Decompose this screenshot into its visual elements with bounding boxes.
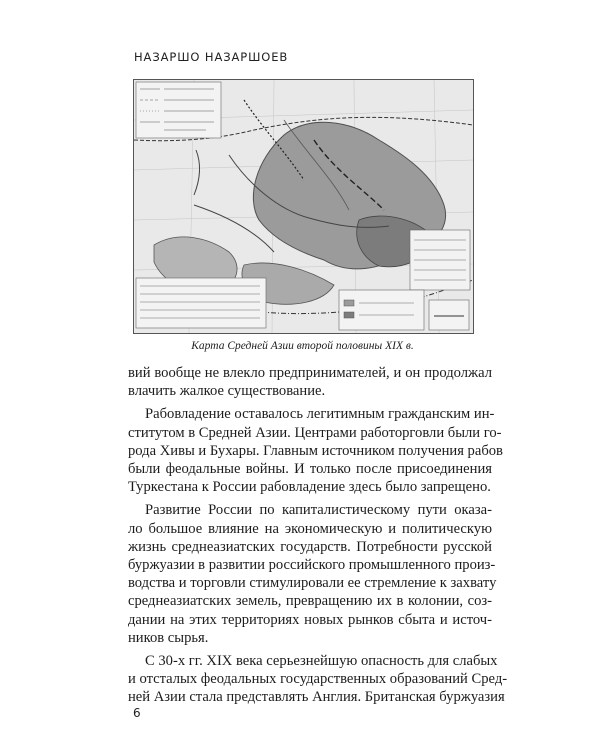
text-line: среднеазиатских земель, превращению их в колонии, соз- — [128, 593, 492, 610]
text-line: ло большое влияние на экономическую и политическую — [128, 520, 492, 537]
body-text — [128, 364, 508, 707]
text-line: ников сырья. — [128, 629, 209, 646]
text-line: Рабовладение оставалось легитимным гражданским ин- — [145, 406, 495, 423]
text-line: и отсталых феодальных государственных образований Сред- — [128, 671, 508, 688]
paragraph — [128, 652, 508, 707]
map-drawing — [134, 80, 473, 333]
paragraph — [128, 364, 492, 400]
paragraph — [128, 501, 497, 647]
text-line: водства и торговли стимулировали ее стремление к захвату — [128, 575, 497, 592]
historical-map — [133, 79, 474, 334]
text-line: рода Хивы и Бухары. Главным источником получения рабов — [128, 442, 503, 459]
text-line: Туркестана к России рабовладение здесь было запрещено. — [128, 479, 491, 496]
text-line: вий вообще не влекло предпринимателей, и он продолжал — [128, 365, 492, 381]
text-line: дании на этих территориях новых рынков сбыта и источ- — [128, 611, 492, 628]
text-line: жизнь среднеазиатских государств. Потребности русской — [128, 538, 492, 555]
text-line: были феодальные войны. И только после присоединения — [128, 461, 492, 478]
text-line: влачить жалкое существование. — [128, 383, 326, 400]
text-line: Развитие России по капиталистическому пути оказа- — [145, 502, 492, 519]
text-line: буржуазии в развитии российского промышленного произ- — [128, 557, 496, 574]
page-number: 6 — [133, 706, 141, 720]
paragraph — [128, 405, 503, 496]
text-line: С 30-х гг. XIX века серьезнейшую опасность для слабых — [145, 653, 498, 670]
text-line: ней Азии стала представлять Англия. Британская буржуазия — [128, 689, 505, 706]
text-line: ститутом в Средней Азии. Центрами работорговли были го- — [128, 424, 502, 441]
running-header: НАЗАРШО НАЗАРШОЕВ — [134, 50, 289, 64]
figure-caption: Карта Средней Азии второй половины XIX в. — [191, 340, 414, 352]
